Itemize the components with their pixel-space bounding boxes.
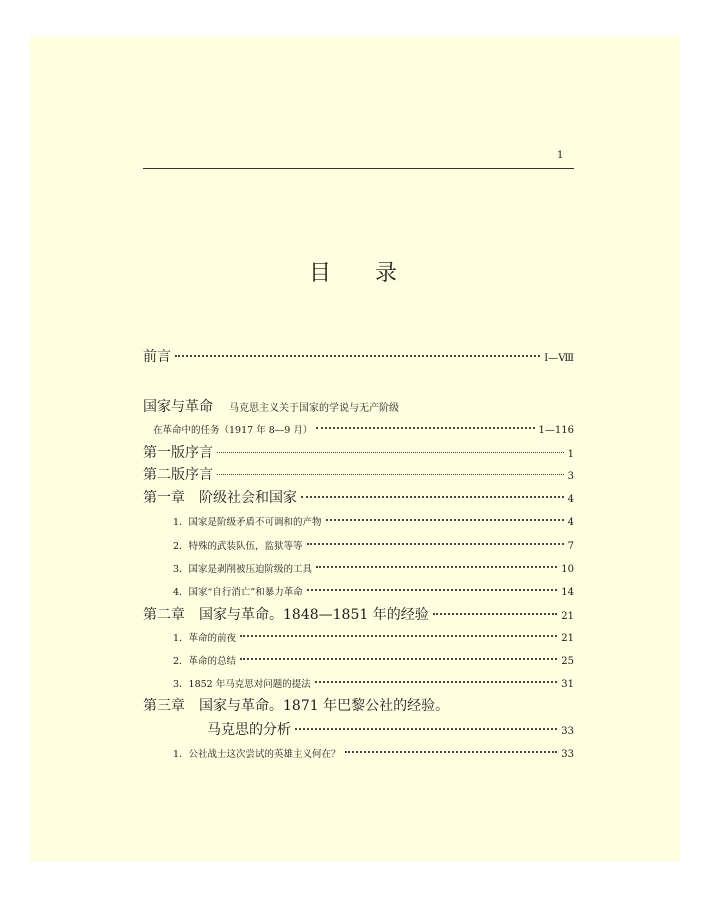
toc-label: 第三章 国家与革命。1871 年巴黎公社的经验。 xyxy=(143,698,450,714)
toc-entry-ch2-sec3[interactable] xyxy=(143,676,574,690)
dot-leader xyxy=(315,681,558,683)
toc-page: 33 xyxy=(561,726,574,737)
title-char-1: 目 xyxy=(308,261,333,286)
dot-leader xyxy=(217,474,564,475)
toc-label: 1．革命的前夜 xyxy=(173,633,237,644)
toc-page: 7 xyxy=(567,541,574,552)
toc-label: 1．国家是阶级矛盾不可调和的产物 xyxy=(173,517,322,528)
toc-page: 21 xyxy=(561,611,574,622)
dot-leader xyxy=(240,635,557,637)
dot-leader xyxy=(316,427,534,429)
toc-entry-state-and-revolution[interactable] xyxy=(143,396,574,416)
toc-entry-ch1-sec2[interactable] xyxy=(143,538,574,552)
toc-label: 第一章 阶级社会和国家 xyxy=(143,490,297,506)
toc-page: 25 xyxy=(561,656,574,667)
toc-label: 2．革命的总结 xyxy=(173,656,237,667)
toc-label-cont: 马克思的分析 xyxy=(207,722,291,738)
toc-label: 前言 xyxy=(143,349,171,365)
toc-entry-chapter-1[interactable] xyxy=(143,487,574,507)
toc-entry-ch1-sec1[interactable] xyxy=(143,514,574,528)
dot-leader xyxy=(433,613,558,615)
toc-entry-preface[interactable] xyxy=(143,346,574,366)
dot-leader xyxy=(240,658,557,660)
dot-leader xyxy=(175,355,540,357)
toc-page: Ⅰ—Ⅷ xyxy=(544,353,574,364)
dot-leader xyxy=(345,751,558,753)
header-rule xyxy=(143,168,574,169)
toc-entry-ch2-sec2[interactable] xyxy=(143,653,574,667)
toc-entry-second-edition[interactable] xyxy=(143,464,574,484)
title-char-2: 录 xyxy=(375,261,400,286)
toc-subtitle: 马克思主义关于国家的学说与无产阶级 xyxy=(229,403,399,414)
dot-leader xyxy=(326,519,564,521)
dot-leader xyxy=(295,728,557,730)
toc-entry-ch2-sec1[interactable] xyxy=(143,630,574,644)
toc-page: 4 xyxy=(567,517,574,528)
toc-label: 3．国家是剥削被压迫阶级的工具 xyxy=(173,564,313,575)
toc-page: 1—116 xyxy=(538,425,574,436)
toc-entry-ch3-sec1[interactable] xyxy=(143,746,574,760)
toc-entry-chapter-3-cont[interactable] xyxy=(143,719,574,739)
toc-label: 国家与革命 xyxy=(143,399,213,415)
dot-leader xyxy=(307,589,558,591)
toc-label: 3．1852 年马克思对问题的提法 xyxy=(173,679,311,690)
toc-page: 21 xyxy=(561,633,574,644)
page-number: 1 xyxy=(557,150,564,161)
toc-entry-state-and-revolution-cont[interactable] xyxy=(143,422,574,436)
page-title xyxy=(0,256,708,287)
toc-label: 第一版序言 xyxy=(143,445,213,461)
dot-leader xyxy=(316,566,557,568)
dot-leader xyxy=(301,496,564,498)
toc-page: 3 xyxy=(567,471,574,482)
toc-page: 33 xyxy=(561,749,574,760)
toc-label: 2．特殊的武装队伍，监狱等等 xyxy=(173,541,303,552)
toc-page: 31 xyxy=(561,679,574,690)
dot-leader xyxy=(307,543,564,545)
toc-page: 10 xyxy=(561,564,574,575)
toc-entry-first-edition[interactable] xyxy=(143,442,574,462)
toc-label: 第二章 国家与革命。1848—1851 年的经验 xyxy=(143,607,429,623)
toc-page: 1 xyxy=(567,449,574,460)
toc-label: 1．公社战士这次尝试的英雄主义何在？ xyxy=(173,749,341,760)
toc-entry-chapter-2[interactable] xyxy=(143,604,574,624)
toc-entry-ch1-sec4[interactable] xyxy=(143,584,574,598)
toc-label: 第二版序言 xyxy=(143,467,213,483)
dot-leader xyxy=(217,452,564,453)
toc-subtitle-cont: 在革命中的任务（1917 年 8—9 月） xyxy=(153,425,313,436)
toc-entry-chapter-3[interactable] xyxy=(143,695,574,715)
toc-label: 4．国家“自行消亡”和暴力革命 xyxy=(173,587,303,598)
toc-page: 14 xyxy=(561,587,574,598)
toc-entry-ch1-sec3[interactable] xyxy=(143,561,574,575)
toc-page: 4 xyxy=(567,494,574,505)
